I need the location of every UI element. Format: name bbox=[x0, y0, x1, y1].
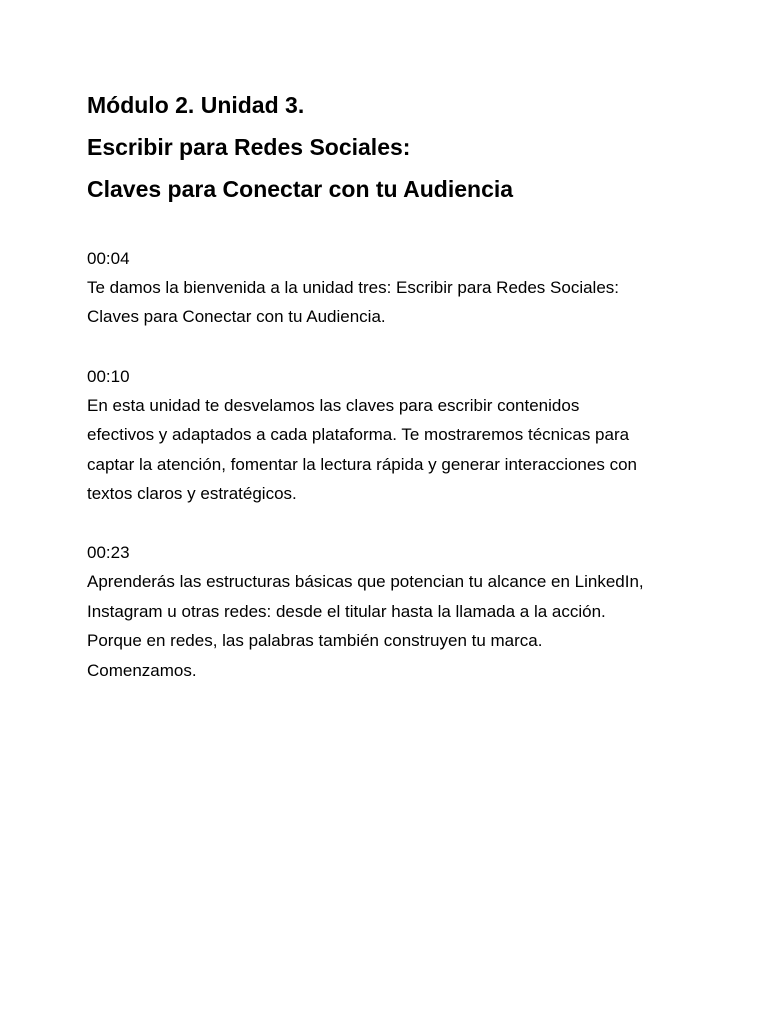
text-line: Te damos la bienvenida a la unidad tres: Escribir para Redes Sociales: bbox=[87, 278, 620, 297]
transcript-text bbox=[87, 391, 727, 509]
timestamp: 00:04 bbox=[87, 249, 130, 268]
text-line: Claves para Conectar con tu Audiencia. bbox=[87, 307, 386, 327]
text-line: Porque en redes, las palabras también construyen tu marca. bbox=[87, 631, 543, 651]
text-line: En esta unidad te desvelamos las claves para escribir contenidos bbox=[87, 395, 580, 415]
text-line: Comenzamos. bbox=[87, 660, 197, 680]
title-line-topic: Escribir para Redes Sociales: bbox=[87, 134, 411, 160]
text-line: captar la atención, fomentar la lectura rápida y generar interacciones con bbox=[87, 454, 637, 474]
transcript-entry bbox=[87, 244, 727, 332]
title-line-module: Módulo 2. Unidad 3. bbox=[87, 92, 305, 118]
text-line: efectivos y adaptados a cada plataforma. Te mostraremos técnicas para bbox=[87, 425, 630, 445]
transcript-entry bbox=[87, 362, 727, 509]
transcript bbox=[87, 244, 727, 685]
transcript-entry bbox=[87, 538, 727, 685]
transcript-text bbox=[87, 567, 727, 685]
transcript-text bbox=[87, 273, 727, 332]
timestamp: 00:10 bbox=[87, 366, 130, 386]
text-line: Aprenderás las estructuras básicas que potencian tu alcance en LinkedIn, bbox=[87, 572, 644, 592]
timestamp: 00:23 bbox=[87, 543, 130, 563]
document-title bbox=[87, 84, 727, 210]
text-line: Instagram u otras redes: desde el titular hasta la llamada a la acción. bbox=[87, 601, 606, 621]
text-line: textos claros y estratégicos. bbox=[87, 484, 297, 504]
title-line-subtitle: Claves para Conectar con tu Audiencia bbox=[87, 176, 514, 202]
document-page bbox=[87, 84, 727, 715]
